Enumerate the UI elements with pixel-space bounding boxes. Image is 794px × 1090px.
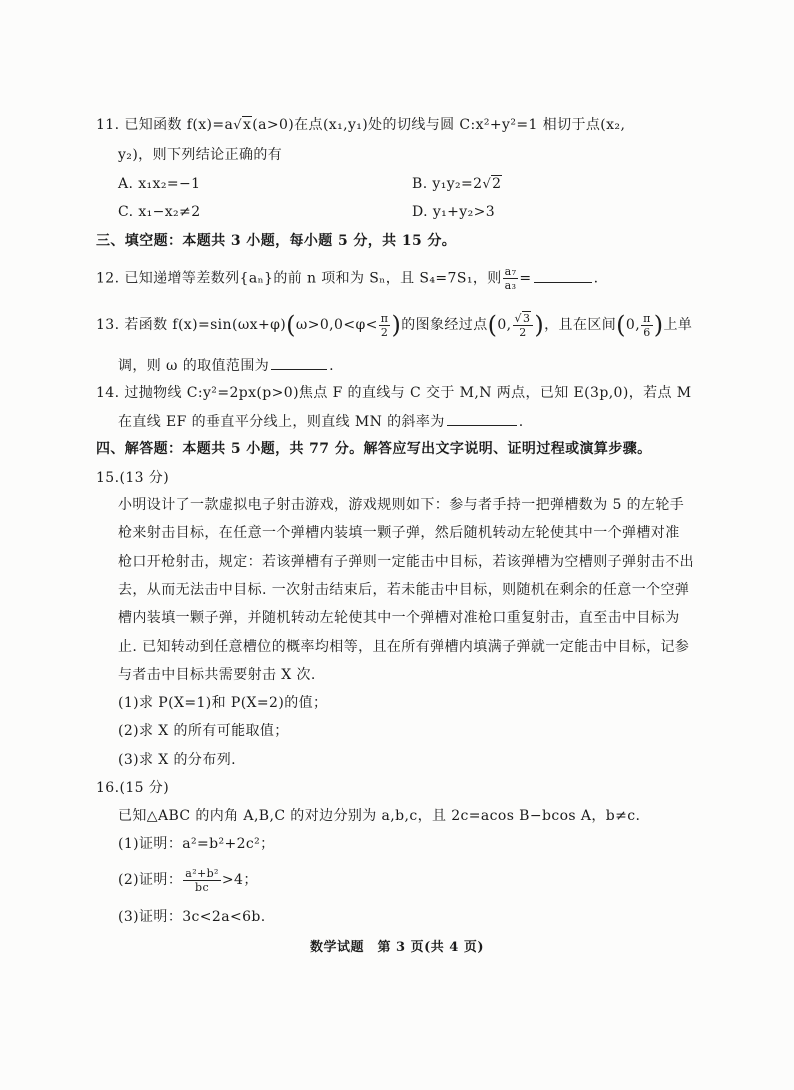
- q11-option-c: C. x₁−x₂≠2: [118, 204, 201, 220]
- page-footer: 数学试题 第 3 页(共 4 页): [310, 940, 484, 955]
- q12-answer-blank: [534, 268, 592, 283]
- q13-stem-line2: [118, 355, 334, 376]
- q12-stem: [96, 265, 598, 292]
- q13-fraction-3: [641, 312, 653, 339]
- q15-part-3: (3)求 X 的分布列.: [118, 752, 236, 768]
- q15-para-line: 与者击中目标共需要射击 X 次.: [118, 667, 316, 683]
- q13-fraction-1: [379, 312, 391, 339]
- q15-part-2: (2)求 X 的所有可能取值；: [118, 723, 289, 739]
- q11-option-b: [412, 174, 502, 195]
- q13-fraction-3-denominator: 6: [643, 325, 651, 339]
- q11-option-a: A. x₁x₂=−1: [118, 176, 201, 192]
- q16-statement: 已知△ABC 的内角 A,B,C 的对边分别为 a,b,c，且 2c=acos B−bcos A，b≠c.: [118, 808, 641, 824]
- q12-fraction-numerator: a₇: [504, 265, 517, 278]
- q16-fraction-numerator: a²+b²: [185, 866, 219, 880]
- q13-fraction-2-radicand: 3: [522, 311, 531, 325]
- q11-text-pre: 11. 已知函数 f(x)=a: [96, 117, 234, 133]
- q12-text-pre: 12. 已知递增等差数列{aₙ}的前 n 项和为 Sₙ，且 S₄=7S₁，则: [96, 270, 502, 287]
- q13-fraction-1-numerator: π: [380, 311, 389, 325]
- q13-fraction-1-denominator: 2: [380, 325, 389, 339]
- q16-part-2: [118, 866, 258, 894]
- q11-radicand: x: [242, 117, 252, 133]
- q11-option-b-text: B. y₁y₂=2: [412, 176, 483, 192]
- q13-fraction-3-numerator: π: [643, 311, 651, 325]
- sqrt-sign: √: [514, 311, 522, 325]
- q16-part-2-tail: >4；: [221, 872, 258, 888]
- q15-para-line: 去，从而无法击中目标. 一次射击结束后，若未能击中目标，则随机在剩余的任意一个空弹: [118, 582, 690, 598]
- q13-answer-blank: [271, 355, 327, 370]
- q13-line2-text: 调，则 ω 的取值范围为: [118, 358, 270, 374]
- q13-paren-close-3: ): [653, 311, 664, 339]
- q13-paren-close-2: ): [534, 311, 545, 339]
- q16-part-1: (1)证明：a²=b²+2c²；: [118, 836, 275, 852]
- section-4-heading: 四、解答题：本题共 5 小题，共 77 分。解答应写出文字说明、证明过程或演算步骤。: [96, 441, 652, 457]
- q12-fraction: [503, 265, 519, 292]
- q16-part-2-fraction: [183, 867, 221, 894]
- sqrt-sign: √: [233, 118, 242, 133]
- q11-option-b-radical: [482, 174, 502, 195]
- q15-para-line: 枪口开枪射击，规定：若该弹槽有子弹则一定能击中目标，若该弹槽为空槽则子弹射击不出: [118, 554, 694, 570]
- q13-text-1: 13. 若函数 f(x)=sin(ωx+φ): [96, 317, 287, 333]
- q11-stem-line2: y₂)，则下列结论正确的有: [118, 147, 283, 163]
- q16-part-3: (3)证明：3c<2a<6b.: [118, 909, 266, 925]
- q14-stem-line2: [118, 411, 524, 432]
- q14-period: .: [518, 414, 524, 430]
- section-3-heading: 三、填空题：本题共 3 小题，每小题 5 分，共 15 分。: [96, 233, 457, 249]
- q12-period: .: [593, 270, 599, 287]
- q13-fraction-2-denominator: 2: [519, 325, 527, 339]
- q16-header: 16.(15 分): [96, 780, 170, 796]
- q13-text-5: ，且在区间: [544, 317, 617, 333]
- q12-equals: =: [519, 270, 532, 287]
- q13-paren-close-1: ): [391, 311, 402, 339]
- q13-fraction-2: [513, 312, 534, 339]
- q14-stem-line1: 14. 过抛物线 C:y²=2px(p>0)焦点 F 的直线与 C 交于 M,N 两点，已知 E(3p,0)，若点 M: [96, 385, 692, 401]
- q16-fraction-denominator: bc: [195, 880, 210, 894]
- q12-fraction-denominator: a₃: [504, 279, 517, 292]
- q11-radical: [233, 115, 252, 136]
- q15-para-line: 槽内装填一颗子弹，并随机转动左轮使其中一个弹槽对准枪口重复射击，直至击中目标为: [118, 610, 680, 626]
- q15-para-line: 小明设计了一款虚拟电子射击游戏，游戏规则如下：参与者手持一把弹槽数为 5 的左轮手: [118, 497, 685, 513]
- q13-period: .: [329, 358, 334, 374]
- q15-part-1: (1)求 P(X=1)和 P(X=2)的值；: [118, 695, 328, 711]
- q13-text-2: ω>0,0<φ<: [295, 317, 378, 333]
- q14-line2-text: 在直线 EF 的垂直平分线上，则直线 MN 的斜率为: [118, 414, 445, 430]
- q16-part-2-label: (2)证明：: [118, 872, 183, 888]
- q14-answer-blank: [447, 411, 517, 426]
- q11-stem-line1: [96, 115, 625, 136]
- q13-stem-line1: [96, 310, 692, 340]
- q13-paren-open-3: (: [616, 311, 626, 339]
- q15-para-line: 枪来射击目标，在任意一个弹槽内装填一颗子弹，然后随机转动左轮使其中一个弹槽对准: [118, 525, 680, 541]
- q11-option-b-radicand: 2: [492, 176, 502, 192]
- q13-text-3: 的图象经过点: [401, 317, 488, 333]
- q13-paren-open-2: (: [487, 311, 498, 339]
- q13-paren-open-1: (: [286, 311, 296, 339]
- q15-header: 15.(13 分): [96, 470, 170, 486]
- sqrt-sign: √: [482, 177, 492, 192]
- q15-para-line: 止. 已知转动到任意槽位的概率均相等，且在所有弹槽内填满子弹就一定能击中目标，记参: [118, 639, 690, 655]
- q13-fraction-2-numerator: [513, 312, 534, 326]
- q13-text-6: 0,: [625, 317, 641, 333]
- q13-text-7: 上单: [663, 317, 693, 333]
- q11-text-post: (a>0)在点(x₁,y₁)处的切线与圆 C:x²+y²=1 相切于点(x₂,: [252, 117, 626, 133]
- q11-option-d: D. y₁+y₂>3: [412, 204, 496, 220]
- q13-text-4: 0,: [497, 317, 512, 333]
